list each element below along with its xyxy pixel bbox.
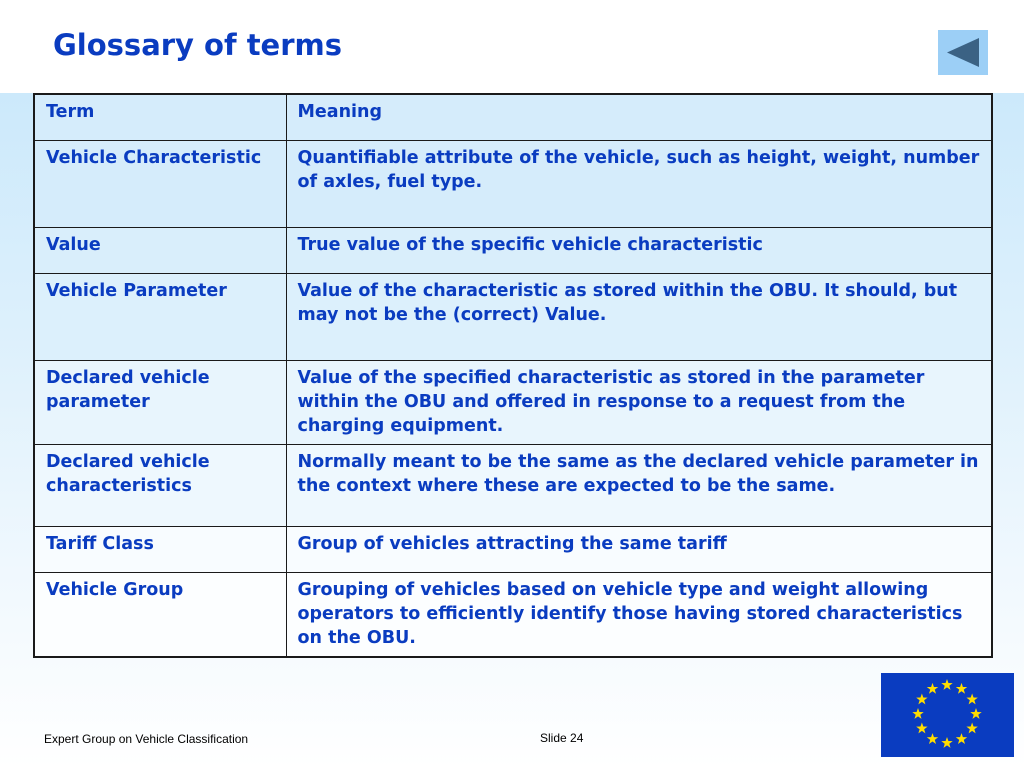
column-header-term: Term: [34, 94, 286, 140]
table-row: [34, 227, 992, 273]
term-cell: Vehicle Parameter: [34, 273, 286, 360]
glossary-table: [33, 93, 993, 658]
slide-number: Slide 24: [540, 731, 584, 745]
meaning-cell: Group of vehicles attracting the same tariff: [286, 526, 992, 572]
table-row: [34, 572, 992, 657]
term-cell: Declared vehicle parameter: [34, 360, 286, 444]
footer-organisation: Expert Group on Vehicle Classification: [44, 732, 249, 746]
eu-flag-icon: [881, 673, 1014, 757]
meaning-cell: Quantifiable attribute of the vehicle, such as height, weight, number of axles, fuel type.: [286, 140, 992, 227]
page-title: Glossary of terms: [53, 28, 343, 62]
term-cell: Declared vehicle characteristics: [34, 444, 286, 526]
meaning-cell: Normally meant to be the same as the declared vehicle parameter in the context where these are expected to be the same.: [286, 444, 992, 526]
table-row: [34, 140, 992, 227]
meaning-cell: True value of the specific vehicle characteristic: [286, 227, 992, 273]
meaning-cell: Grouping of vehicles based on vehicle type and weight allowing operators to efficiently identify those having stored characteristics on the OBU.: [286, 572, 992, 657]
meaning-cell: Value of the characteristic as stored within the OBU. It should, but may not be the (correct) Value.: [286, 273, 992, 360]
meaning-cell: Value of the specified characteristic as stored in the parameter within the OBU and offered in response to a request from the charging equipment.: [286, 360, 992, 444]
triangle-left-icon: [938, 30, 988, 75]
table-header-row: [34, 94, 992, 140]
term-cell: Tariff Class: [34, 526, 286, 572]
table-row: [34, 526, 992, 572]
table-row: [34, 444, 992, 526]
column-header-meaning: Meaning: [286, 94, 992, 140]
term-cell: Vehicle Group: [34, 572, 286, 657]
term-cell: Vehicle Characteristic: [34, 140, 286, 227]
table-row: [34, 360, 992, 444]
table-row: [34, 273, 992, 360]
term-cell: Value: [34, 227, 286, 273]
back-button[interactable]: [938, 30, 988, 75]
